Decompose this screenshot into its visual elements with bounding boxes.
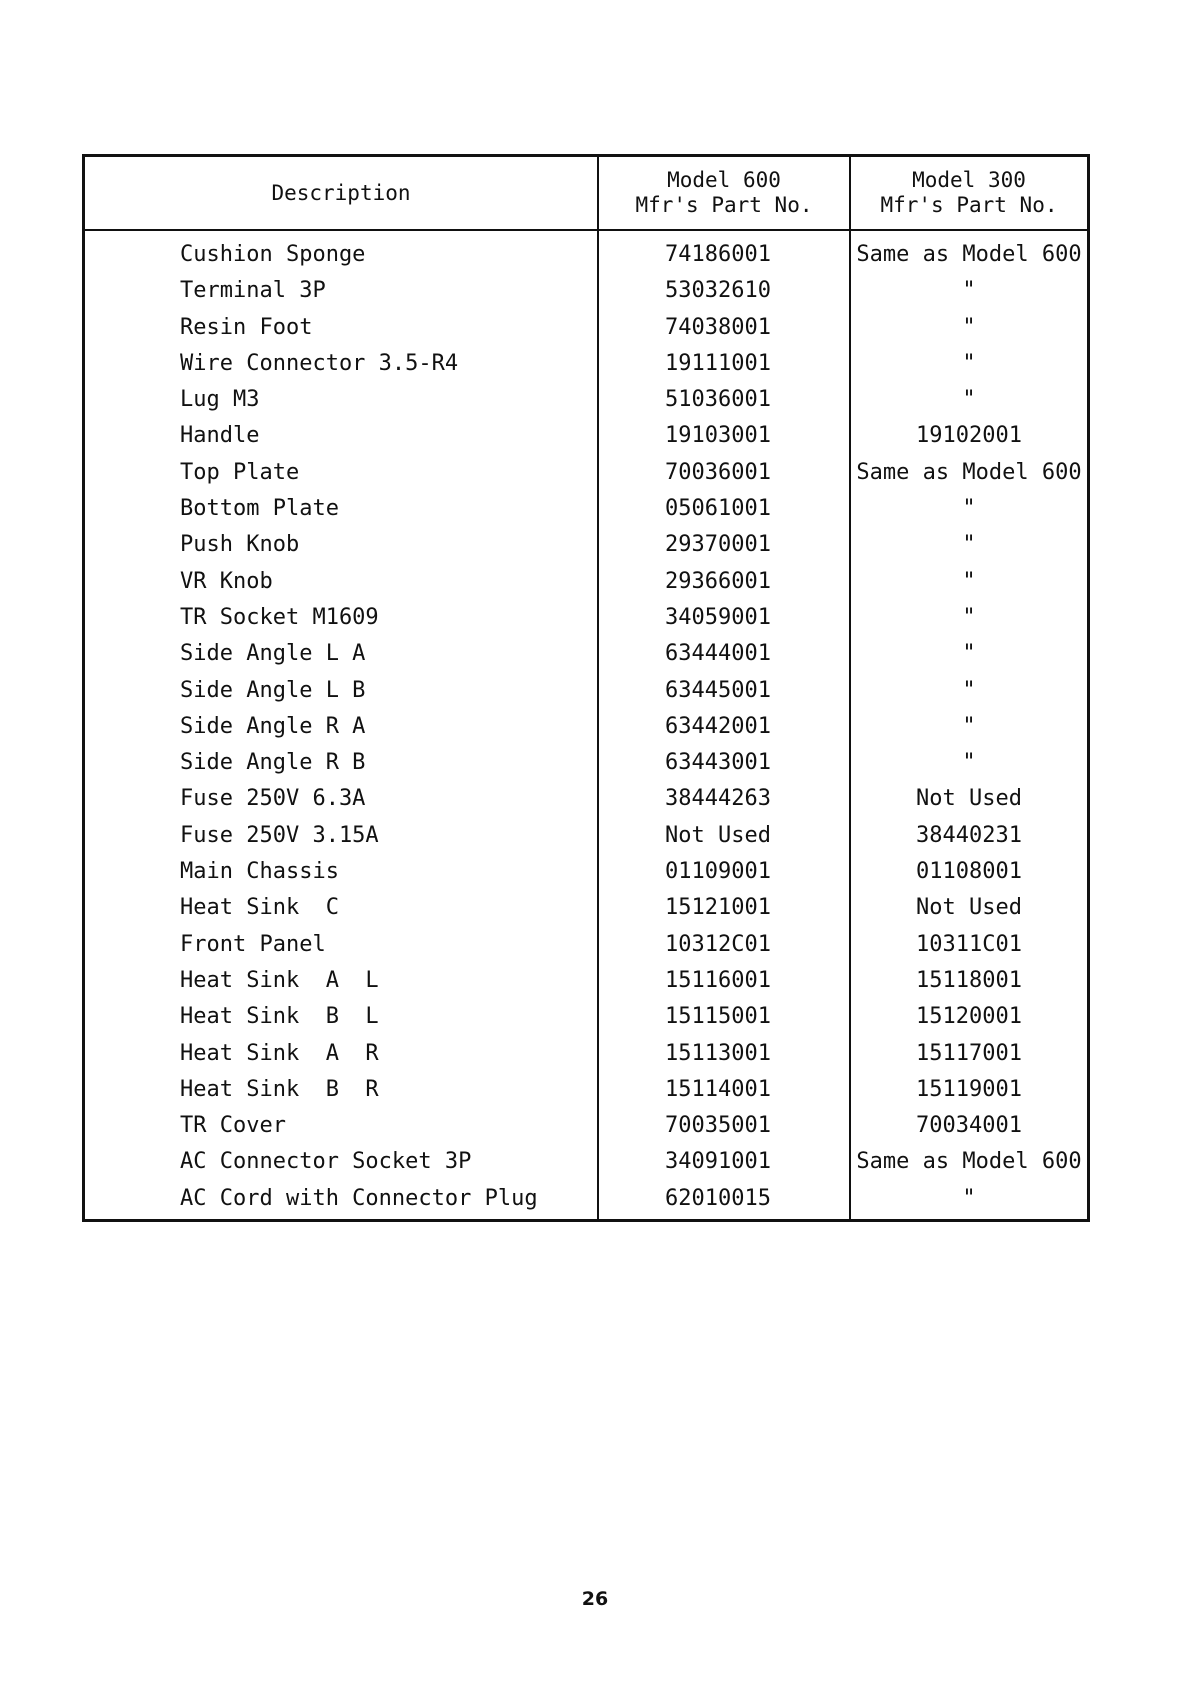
table-row xyxy=(85,1108,1087,1144)
cell-model-300: 10311C01 xyxy=(916,931,1022,957)
table-row xyxy=(85,745,1087,781)
parts-table xyxy=(82,154,1090,1222)
cell-model-600: 19103001 xyxy=(665,423,771,449)
cell-model-300: " xyxy=(962,641,976,667)
table-row xyxy=(85,1144,1087,1180)
page-number: 26 xyxy=(581,1588,609,1610)
cell-description: Fuse 250V 3.15A xyxy=(180,822,379,848)
header-model-300-line2: Mfr's Part No. xyxy=(880,193,1058,217)
table-row xyxy=(85,527,1087,563)
cell-description: Cushion Sponge xyxy=(180,242,366,267)
cell-model-600: 63443001 xyxy=(665,750,771,776)
cell-model-300: 70034001 xyxy=(916,1113,1022,1139)
cell-model-600: 53032610 xyxy=(665,278,771,304)
cell-description: Main Chassis xyxy=(180,859,339,885)
cell-model-300: " xyxy=(962,1185,976,1211)
cell-description: Push Knob xyxy=(180,532,300,558)
cell-description: VR Knob xyxy=(180,568,273,594)
table-row xyxy=(85,1036,1087,1072)
cell-model-600: 70036001 xyxy=(665,459,771,485)
cell-description: Heat Sink A L xyxy=(180,967,379,993)
cell-model-300: 15117001 xyxy=(916,1040,1022,1066)
header-model-300 xyxy=(851,157,1087,229)
cell-model-300: " xyxy=(962,496,976,522)
cell-model-300: " xyxy=(962,677,976,703)
cell-model-300: 15119001 xyxy=(916,1076,1022,1102)
header-model-600-line1: Model 600 xyxy=(667,168,781,192)
cell-model-600: 19111001 xyxy=(665,350,771,376)
cell-model-300: " xyxy=(962,713,976,739)
cell-model-600: 63444001 xyxy=(665,641,771,667)
table-row xyxy=(85,636,1087,672)
cell-model-300: 38440231 xyxy=(916,822,1022,848)
table-row xyxy=(85,963,1087,999)
cell-description: Side Angle R B xyxy=(180,750,366,776)
header-description-label: Description xyxy=(271,180,411,205)
table-row xyxy=(85,418,1087,454)
table-row xyxy=(85,999,1087,1035)
cell-description: AC Cord with Connector Plug xyxy=(180,1185,538,1211)
cell-description: Top Plate xyxy=(180,459,300,485)
cell-description: Side Angle L A xyxy=(180,641,366,667)
cell-model-300: 19102001 xyxy=(916,423,1022,449)
cell-model-600: 10312C01 xyxy=(665,931,771,957)
header-model-300-line1: Model 300 xyxy=(912,168,1026,192)
table-row xyxy=(85,455,1087,491)
cell-description: Side Angle R A xyxy=(180,713,366,739)
cell-description: Bottom Plate xyxy=(180,496,339,522)
cell-model-300: 15120001 xyxy=(916,1004,1022,1030)
cell-description: AC Connector Socket 3P xyxy=(180,1149,472,1175)
table-row xyxy=(85,673,1087,709)
table-row xyxy=(85,1072,1087,1108)
cell-description: Resin Foot xyxy=(180,314,313,340)
cell-model-600: 29370001 xyxy=(665,532,771,558)
table-row xyxy=(85,927,1087,963)
table-row xyxy=(85,818,1087,854)
table-row xyxy=(85,1181,1087,1217)
cell-description: Lug M3 xyxy=(180,387,260,413)
cell-model-600: 70035001 xyxy=(665,1113,771,1139)
cell-model-600: 51036001 xyxy=(665,387,771,413)
cell-model-600: 63445001 xyxy=(665,677,771,703)
cell-model-600: 34059001 xyxy=(665,604,771,630)
cell-model-600: Not Used xyxy=(665,822,771,848)
cell-model-300: " xyxy=(962,568,976,594)
cell-model-300: Not Used xyxy=(916,895,1022,921)
cell-model-600: 15121001 xyxy=(665,895,771,921)
cell-model-600: 15115001 xyxy=(665,1004,771,1030)
cell-description: Wire Connector 3.5-R4 xyxy=(180,350,459,376)
cell-model-300: " xyxy=(962,278,976,304)
cell-model-300: " xyxy=(962,604,976,630)
cell-description: Terminal 3P xyxy=(180,278,326,304)
cell-description: Fuse 250V 6.3A xyxy=(180,786,366,812)
table-row xyxy=(85,600,1087,636)
cell-model-300: " xyxy=(962,350,976,376)
cell-model-300: " xyxy=(962,314,976,340)
cell-model-300: 15118001 xyxy=(916,967,1022,993)
cell-description: Heat Sink B R xyxy=(180,1076,379,1102)
cell-model-600: 15116001 xyxy=(665,967,771,993)
table-row xyxy=(85,346,1087,382)
cell-model-300: " xyxy=(962,750,976,776)
cell-model-300: Not Used xyxy=(916,786,1022,812)
cell-model-300: Same as Model 600 xyxy=(856,1149,1082,1175)
cell-model-600: 74038001 xyxy=(665,314,771,340)
cell-description: Heat Sink B L xyxy=(180,1004,379,1030)
cell-description: TR Cover xyxy=(180,1113,286,1139)
cell-model-600: 62010015 xyxy=(665,1185,771,1211)
cell-model-300: Same as Model 600 xyxy=(856,242,1082,267)
table-row xyxy=(85,890,1087,926)
table-row xyxy=(85,709,1087,745)
header-model-600 xyxy=(599,157,849,229)
header-model-600-line2: Mfr's Part No. xyxy=(635,193,813,217)
table-row xyxy=(85,273,1087,309)
cell-model-300: " xyxy=(962,532,976,558)
table-body xyxy=(85,237,1087,1217)
table-row xyxy=(85,237,1087,273)
cell-model-300: 01108001 xyxy=(916,859,1022,885)
table-row xyxy=(85,854,1087,890)
table-row xyxy=(85,564,1087,600)
cell-model-600: 63442001 xyxy=(665,713,771,739)
cell-description: Side Angle L B xyxy=(180,677,366,703)
cell-model-600: 15113001 xyxy=(665,1040,771,1066)
cell-model-600: 34091001 xyxy=(665,1149,771,1175)
cell-model-600: 01109001 xyxy=(665,859,771,885)
cell-description: TR Socket M1609 xyxy=(180,604,379,630)
cell-description: Heat Sink A R xyxy=(180,1040,379,1066)
cell-description: Handle xyxy=(180,423,260,449)
table-row xyxy=(85,781,1087,817)
cell-model-600: 38444263 xyxy=(665,786,771,812)
cell-model-300: " xyxy=(962,387,976,413)
table-row xyxy=(85,382,1087,418)
cell-model-600: 15114001 xyxy=(665,1076,771,1102)
cell-model-600: 29366001 xyxy=(665,568,771,594)
cell-model-600: 74186001 xyxy=(665,242,771,267)
table-row xyxy=(85,491,1087,527)
header-rule xyxy=(85,229,1087,231)
cell-model-600: 05061001 xyxy=(665,496,771,522)
header-description xyxy=(85,157,597,229)
cell-description: Heat Sink C xyxy=(180,895,339,921)
table-row xyxy=(85,310,1087,346)
cell-model-300: Same as Model 600 xyxy=(856,459,1082,485)
cell-description: Front Panel xyxy=(180,931,326,957)
